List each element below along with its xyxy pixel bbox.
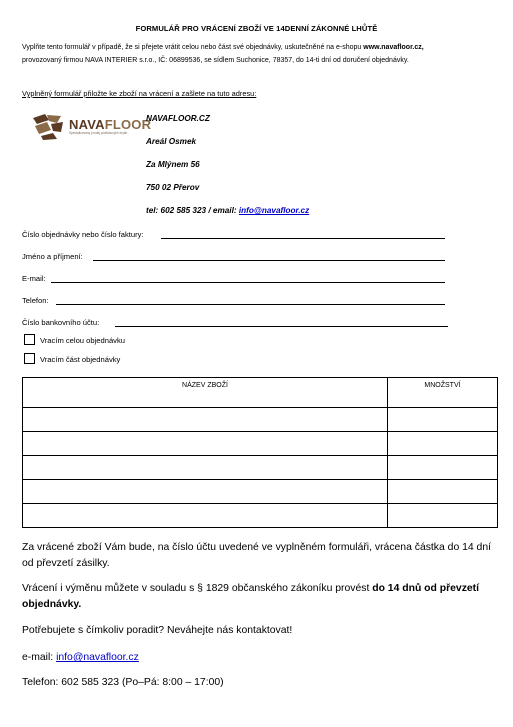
address-company: NAVAFLOOR.CZ xyxy=(146,114,210,123)
address-phone: tel: 602 585 323 / email: xyxy=(146,206,239,215)
address-street: Za Mlýnem 56 xyxy=(146,160,200,169)
address-email-link[interactable]: info@navafloor.cz xyxy=(238,206,310,215)
phone-label: Telefon: xyxy=(22,296,49,305)
item-name-cell[interactable] xyxy=(23,408,388,432)
contact-phone: Telefon: 602 585 323 (Po–Pá: 8:00 – 17:00) xyxy=(22,677,224,688)
logo-wordmark: NAVAFLOOR xyxy=(69,117,152,132)
help-text: Potřebujete s čímkoliv poradit? Neváhejte nás kontaktovat! xyxy=(22,625,293,636)
item-name-cell[interactable] xyxy=(23,432,388,456)
exchange-text xyxy=(22,581,498,613)
quantity-cell[interactable] xyxy=(388,456,498,480)
table-row xyxy=(23,432,498,456)
navafloor-logo xyxy=(31,114,152,140)
intro-domain: www.navafloor.cz, xyxy=(363,44,424,51)
item-name-cell[interactable] xyxy=(23,480,388,504)
name-field[interactable] xyxy=(93,260,445,261)
table-row xyxy=(23,480,498,504)
item-name-cell[interactable] xyxy=(23,456,388,480)
table-header-row xyxy=(23,378,498,408)
exchange-deadline: do 14 dnů od převzetí objednávky xyxy=(22,583,480,610)
exchange-prefix: Vrácení i výměnu můžete v souladu s § 1829 občanského zákoníku provést xyxy=(22,583,373,594)
table-row xyxy=(23,456,498,480)
return-partial-checkbox[interactable] xyxy=(24,353,35,364)
address-contact xyxy=(146,206,309,215)
intro-text xyxy=(22,41,492,67)
refund-text: Za vrácené zboží Vám bude, na číslo účtu uvedené ve vyplněném formuláři, vrácena částka do 14 dní od převzetí zásilky. xyxy=(22,542,491,569)
email-field[interactable] xyxy=(51,282,445,283)
order-number-label: Číslo objednávky nebo číslo faktury: xyxy=(22,230,144,239)
logo-tagline: Specializovaný prodej podlahových krytin xyxy=(69,131,128,135)
instruction-text: Vyplněný formulář přiložte ke zboží na vrácení a zašlete na tuto adresu: xyxy=(22,89,257,98)
table-row xyxy=(23,504,498,528)
address-site: Areál Osmek xyxy=(146,137,197,146)
quantity-cell[interactable] xyxy=(388,432,498,456)
contact-email-link[interactable]: info@navafloor.cz xyxy=(56,652,139,663)
intro-line2: provozovaný firmou NAVA INTERIER s.r.o., IČ: 06899536, se sídlem Suchonice, 78357, do 14-ti dní od doručení objednávky. xyxy=(22,57,409,64)
bank-account-label: Číslo bankovního účtu: xyxy=(22,318,100,327)
header-item-name: NÁZEV ZBOŽÍ xyxy=(23,378,388,408)
table-row xyxy=(23,408,498,432)
email-label: E-mail: xyxy=(22,274,46,283)
order-number-field[interactable] xyxy=(161,238,445,239)
exchange-suffix: . xyxy=(78,599,82,610)
quantity-cell[interactable] xyxy=(388,408,498,432)
return-full-checkbox[interactable] xyxy=(24,334,35,345)
bank-account-field[interactable] xyxy=(115,326,448,327)
contact-email-label: e-mail: xyxy=(22,652,57,663)
return-full-label: Vracím celou objednávku xyxy=(40,336,125,345)
quantity-cell[interactable] xyxy=(388,480,498,504)
phone-field[interactable] xyxy=(56,304,445,305)
return-partial-label: Vracím část objednávky xyxy=(40,355,121,364)
intro-line1: Vyplňte tento formulář v případě, že si přejete vrátit celou nebo část své objednávky, uskutečněné na e-shopu xyxy=(22,44,364,51)
quantity-cell[interactable] xyxy=(388,504,498,528)
form-title: FORMULÁŘ PRO VRÁCENÍ ZBOŽÍ VE 14DENNÍ ZÁKONNÉ LHŮTĚ xyxy=(135,24,378,33)
address-city: 750 02 Přerov xyxy=(146,183,200,192)
name-label: Jméno a příjmení: xyxy=(22,252,83,261)
contact-email xyxy=(22,650,498,666)
item-name-cell[interactable] xyxy=(23,504,388,528)
header-quantity: MNOŽSTVÍ xyxy=(388,378,498,408)
parquet-icon xyxy=(31,114,65,140)
items-table xyxy=(22,377,498,528)
